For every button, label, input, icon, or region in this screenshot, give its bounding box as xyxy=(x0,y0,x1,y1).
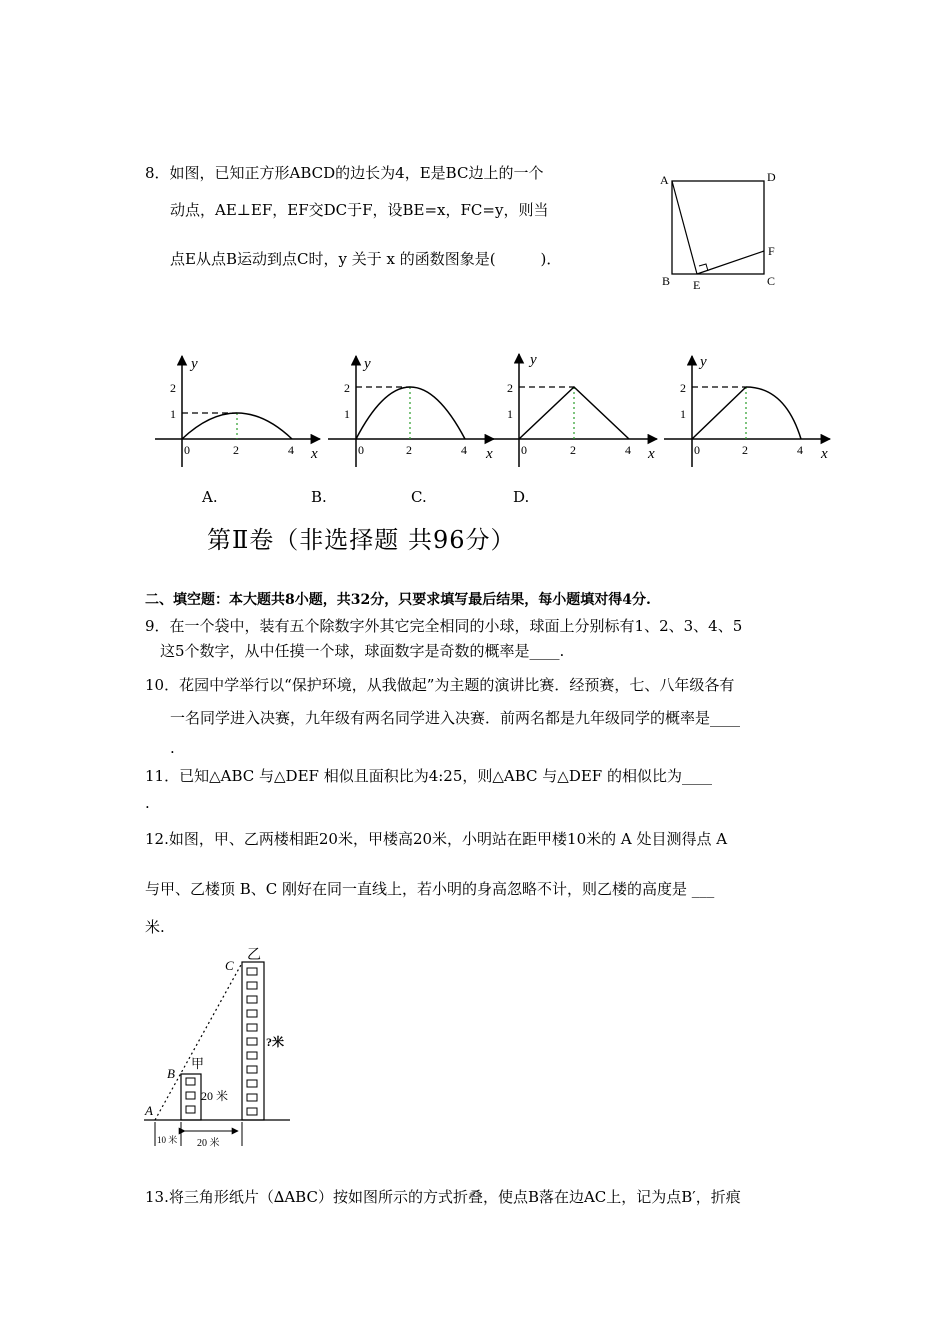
label-C: C xyxy=(225,958,234,973)
label-h20: 20 米 xyxy=(201,1089,229,1103)
tick-1: 1 xyxy=(507,407,513,421)
q10-line2: 一名同学进入决赛，九年级有两名同学进入决赛．前两名都是九年级同学的概率是____ xyxy=(170,709,741,727)
x-tick-2: 2 xyxy=(406,443,412,457)
origin-label: 0 xyxy=(184,443,190,457)
y-label: y xyxy=(364,356,371,372)
q8-line1: 8．如图，已知正方形ABCD的边长为4，E是BC边上的一个 xyxy=(145,164,544,182)
x-tick-2: 2 xyxy=(742,443,748,457)
tick-1: 1 xyxy=(344,407,350,421)
x-tick-4: 4 xyxy=(461,443,467,457)
x-tick-4: 4 xyxy=(797,443,803,457)
label-C: C xyxy=(767,274,776,288)
option-c: C. xyxy=(411,488,427,506)
origin-label: 0 xyxy=(694,443,700,457)
label-A: A xyxy=(145,1103,153,1118)
x-label: x xyxy=(486,446,493,462)
label-D: D xyxy=(767,170,776,184)
x-tick-2: 2 xyxy=(233,443,239,457)
x-tick-2: 2 xyxy=(570,443,576,457)
part2-title: 第Ⅱ卷（非选择题 共96分） xyxy=(207,526,516,554)
label-yi: 乙 xyxy=(247,948,261,963)
label-question: ?米 xyxy=(266,1035,285,1049)
tick-1: 1 xyxy=(680,407,686,421)
section2-heading: 二、填空题：本大题共8小题，共32分，只要求填写最后结果，每小题填对得4分. xyxy=(145,592,651,608)
option-a: A. xyxy=(202,488,218,506)
x-tick-4: 4 xyxy=(625,443,631,457)
option-b: B. xyxy=(311,488,327,506)
q12-line2: 与甲、乙楼顶 B、C 刚好在同一直线上，若小明的身高忽略不计，则乙楼的高度是 ___ xyxy=(145,880,715,898)
label-B: B xyxy=(662,274,671,288)
y-label: y xyxy=(191,356,198,372)
option-d: D. xyxy=(513,488,530,506)
q13-line1: 13.将三角形纸片（∆ABC）按如图所示的方式折叠，使点B落在边AC上，记为点B′，折痕 xyxy=(145,1188,741,1206)
y-label: y xyxy=(700,354,707,370)
tick-1: 1 xyxy=(170,407,176,421)
q11-line2: . xyxy=(145,794,150,812)
label-E: E xyxy=(693,278,701,292)
tick-2: 2 xyxy=(344,381,350,395)
y-label: y xyxy=(530,352,537,368)
tick-2: 2 xyxy=(507,381,513,395)
q10-line3: . xyxy=(170,739,175,757)
q11-line1: 11．已知△ABC 与△DEF 相似且面积比为4:25，则△ABC 与△DEF 的相似比为____ xyxy=(145,767,712,785)
tick-2: 2 xyxy=(170,381,176,395)
q10-line1: 10．花园中学举行以“保护环境，从我做起”为主题的演讲比赛．经预赛，七、八年级各有 xyxy=(145,676,735,694)
x-label: x xyxy=(648,446,655,462)
origin-label: 0 xyxy=(521,443,527,457)
label-d20: 20 米 xyxy=(197,1138,220,1149)
x-label: x xyxy=(821,446,828,462)
q9-line2: 这5个数字，从中任摸一个球，球面数字是奇数的概率是____. xyxy=(160,642,565,660)
x-label: x xyxy=(311,446,318,462)
origin-label: 0 xyxy=(358,443,364,457)
label-F: F xyxy=(768,244,775,258)
x-tick-4: 4 xyxy=(288,443,294,457)
label-d10: 10 米 xyxy=(157,1135,178,1145)
q9-line1: 9．在一个袋中，装有五个除数字外其它完全相同的小球，球面上分别标有1、2、3、4、5 xyxy=(145,617,743,635)
q12-line1: 12.如图，甲、乙两楼相距20米，甲楼高20米，小明站在距甲楼10米的 A 处目测得点 A xyxy=(145,830,728,848)
label-A: A xyxy=(660,173,669,187)
q8-line3: 点E从点B运动到点C时，y 关于 x 的函数图象是( )． xyxy=(170,250,562,268)
q12-line3: 米. xyxy=(145,918,165,936)
q8-line2: 动点，AE⊥EF，EF交DC于F，设BE=x，FC=y，则当 xyxy=(170,201,549,219)
label-B: B xyxy=(167,1066,175,1081)
tick-2: 2 xyxy=(680,381,686,395)
label-jia: 甲 xyxy=(191,1056,205,1071)
